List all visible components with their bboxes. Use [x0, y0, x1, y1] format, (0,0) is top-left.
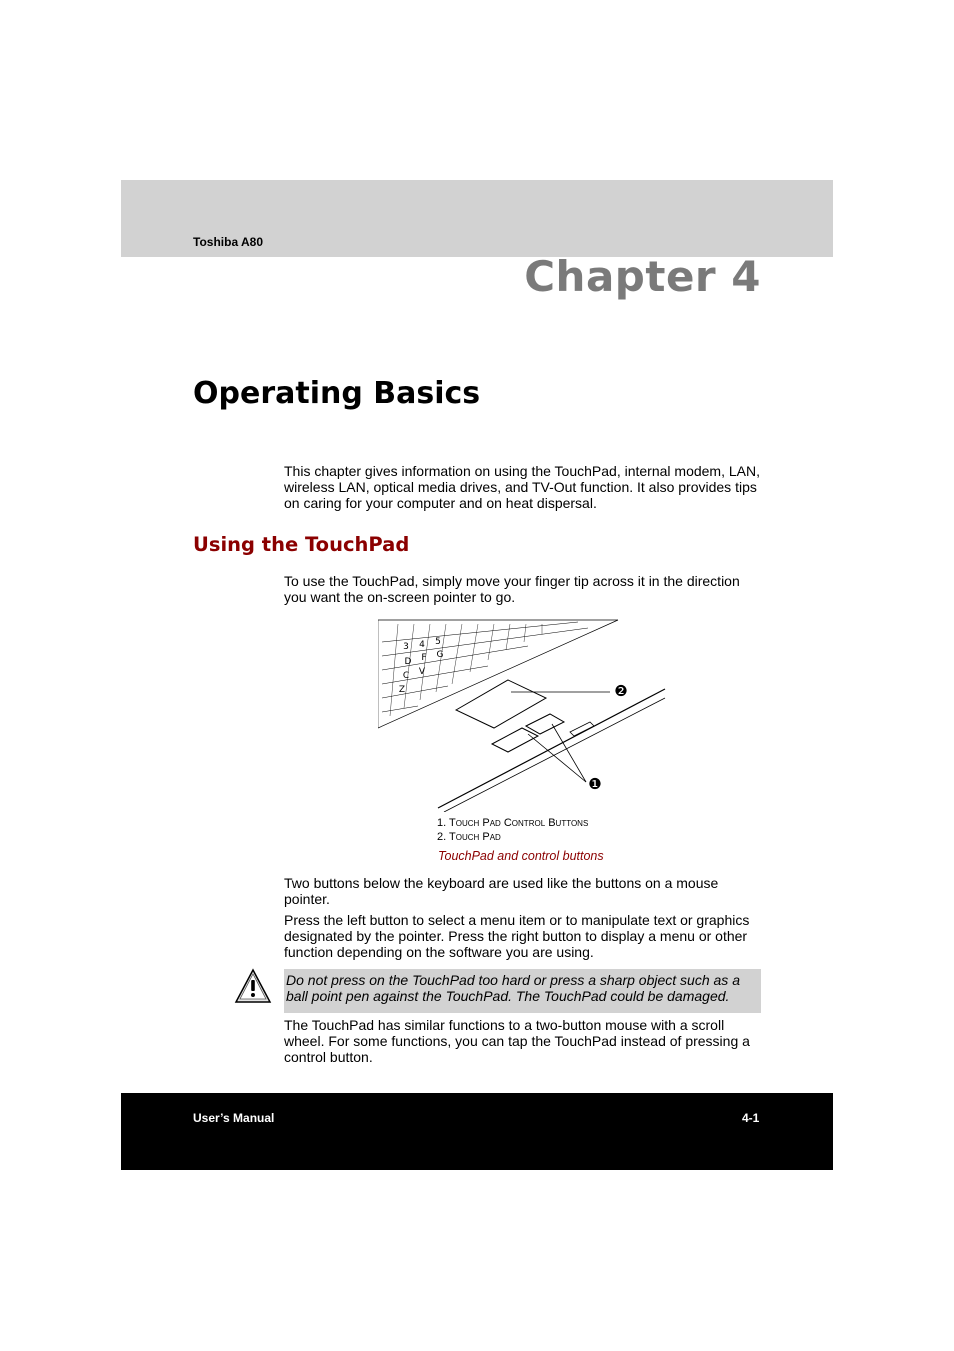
intro-paragraph: This chapter gives information on using the TouchPad, internal modem, LAN, wireless LAN, optical media drives, and TV-Out function. It also provides tips on caring for your computer and on heat dispersal. [284, 463, 760, 511]
touchpad-paragraph-1: To use the TouchPad, simply move your finger tip across it in the direction you want the on-screen pointer to go. [284, 573, 740, 605]
page-title: Operating Basics [193, 376, 481, 411]
figure-legend-item: 1. Touch Pad Control Buttons [437, 817, 589, 829]
figure-legend-item: 2. Touch Pad [437, 831, 501, 843]
chapter-title: Chapter 4 [524, 252, 761, 301]
touchpad-paragraph-4: The TouchPad has similar functions to a two-button mouse with a scroll wheel. For some functions, you can tap the TouchPad instead of pressing a control button. [284, 1017, 750, 1065]
svg-text:V: V [418, 667, 426, 677]
svg-text:D: D [404, 657, 412, 667]
footer-band [121, 1093, 833, 1170]
svg-text:F: F [421, 653, 427, 663]
footer-manual-label: User’s Manual [193, 1111, 275, 1125]
callout-2: ❷ [614, 682, 628, 700]
touchpad-paragraph-2: Two buttons below the keyboard are used like the buttons on a mouse pointer. [284, 875, 719, 907]
header-product-name: Toshiba A80 [193, 235, 264, 249]
figure-caption: TouchPad and control buttons [438, 849, 604, 863]
caution-text: Do not press on the TouchPad too hard or press a sharp object such as a ball point pen against the TouchPad. The TouchPad could be damaged. [286, 972, 740, 1004]
footer-page-number: 4-1 [742, 1111, 760, 1125]
svg-text:C: C [402, 671, 410, 681]
touchpad-illustration [378, 616, 668, 812]
callout-1: ❶ [588, 775, 602, 793]
svg-text:3: 3 [403, 642, 409, 652]
section-title: Using the TouchPad [193, 533, 410, 556]
svg-text:4: 4 [419, 640, 425, 650]
svg-text:Z: Z [398, 685, 406, 695]
svg-text:5: 5 [435, 637, 441, 647]
touchpad-paragraph-3: Press the left button to select a menu item or to manipulate text or graphics designated by the pointer. Press the right button to display a menu or other function depending on the software you are using. [284, 912, 750, 960]
svg-text:G: G [436, 650, 444, 660]
caution-triangle-icon [234, 968, 272, 1004]
